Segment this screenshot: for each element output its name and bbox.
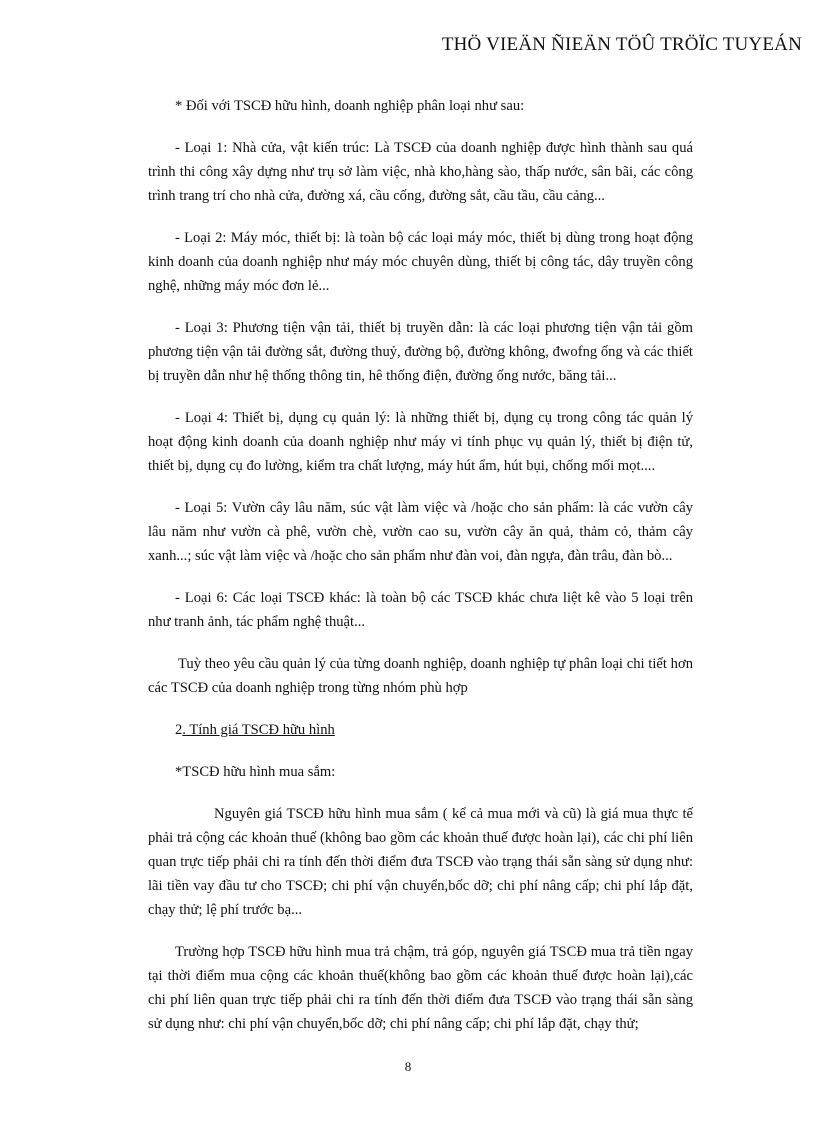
paragraph-loai-1: - Loại 1: Nhà cửa, vật kiến trúc: Là TSCĐ của doanh nghiệp được hình thành sau quá trình thi công xây dựng như trụ sở làm việc, nhà kho,hàng sào, thấp nước, sân bãi, các công trình trang trí cho nhà cửa, đường xá, cầu cống, đường sắt, cầu tầu, cầu cảng... (148, 140, 693, 204)
page-number: 8 (404, 1059, 412, 1074)
paragraph-loai-2: - Loại 2: Máy móc, thiết bị: là toàn bộ các loại máy móc, thiết bị dùng trong hoạt động kinh doanh của doanh nghiệp như máy móc chuyên dùng, thiết bị công tác, dây truyền công nghệ, những máy móc đơn lẻ... (148, 230, 693, 294)
paragraph-loai-3: - Loại 3: Phương tiện vận tải, thiết bị truyền dẫn: là các loại phương tiện vận tải gồm phương tiện vận tải đường sắt, đường thuỷ, đường bộ, đường không, đwofng ống và các thiết bị truyền dẫn như hệ thống thông tin, hê thống điện, đường ống nước, băng tải... (148, 320, 693, 384)
section-number: 2 (175, 722, 183, 738)
section-title: . Tính giá TSCĐ hữu hình (182, 722, 335, 738)
paragraph-loai-6: - Loại 6: Các loại TSCĐ khác: là toàn bộ các TSCĐ khác chưa liệt kê vào 5 loại trên như tranh ảnh, tác phẩm nghệ thuật... (148, 590, 693, 630)
intro-paragraph: * Đối với TSCĐ hữu hình, doanh nghiệp phân loại như sau: (175, 98, 525, 114)
page-header-title: THÖ VIEÄN ÑIEÄN TÖÛ TRÖÏC TUYEÁN (441, 34, 802, 55)
subsection-heading: *TSCĐ hữu hình mua sắm: (175, 764, 336, 780)
paragraph-truong-hop: Trường hợp TSCĐ hữu hình mua trả chậm, trả góp, nguyên giá TSCĐ mua trả tiền ngay tại thời điểm mua cộng các khoản thuế(không bao gồm các khoản thuế được hoàn lại),các chi phí liên quan trực tiếp phải chi ra tính đến thời điểm đưa TSCĐ vào trạng thái sẵn sàng sử dụng như: chi phí vận chuyển,bốc dỡ; chi phí nâng cấp; chi phí lắp đặt, chạy thử; (148, 944, 693, 1032)
section-heading (148, 718, 693, 742)
paragraph-loai-4: - Loại 4: Thiết bị, dụng cụ quản lý: là những thiết bị, dụng cụ trong công tác quản lý hoạt động kinh doanh của doanh nghiệp như máy vi tính phục vụ quản lý, thiết bị điện tử, thiết bị, dụng cụ đo lường, kiểm tra chất lượng, máy hút ẩm, hút bụi, chống mối mọt.... (148, 410, 693, 474)
paragraph-tuy-theo: Tuỳ theo yêu cầu quản lý của từng doanh nghiệp, doanh nghiệp tự phân loại chi tiết hơn các TSCĐ của doanh nghiệp trong từng nhóm phù hợp (148, 656, 693, 696)
paragraph-loai-5: - Loại 5: Vườn cây lâu năm, súc vật làm việc và /hoặc cho sản phẩm: là các vườn cây lâu năm như vườn cà phê, vườn chè, vườn cao su, vườn cây ăn quả, thảm cỏ, thảm cây xanh...; súc vật làm việc và /hoặc cho sản phẩm như đàn voi, đàn ngựa, đàn trâu, đàn bò... (148, 500, 693, 564)
document-body (148, 94, 693, 1054)
paragraph-nguyen-gia: Nguyên giá TSCĐ hữu hình mua sắm ( kể cả mua mới và cũ) là giá mua thực tế phải trả cộng các khoản thuế (không bao gồm các khoản thuế được hoàn lại), các chi phí liên quan trực tiếp phải chi ra tính đến thời điểm đưa TSCĐ vào trạng thái sẵn sàng sử dụng như: lãi tiền vay đầu tư cho TSCĐ; chi phí vận chuyển,bốc dỡ; chi phí nâng cấp; chi phí lắp đặt, chạy thử; lệ phí trước bạ... (148, 806, 693, 918)
